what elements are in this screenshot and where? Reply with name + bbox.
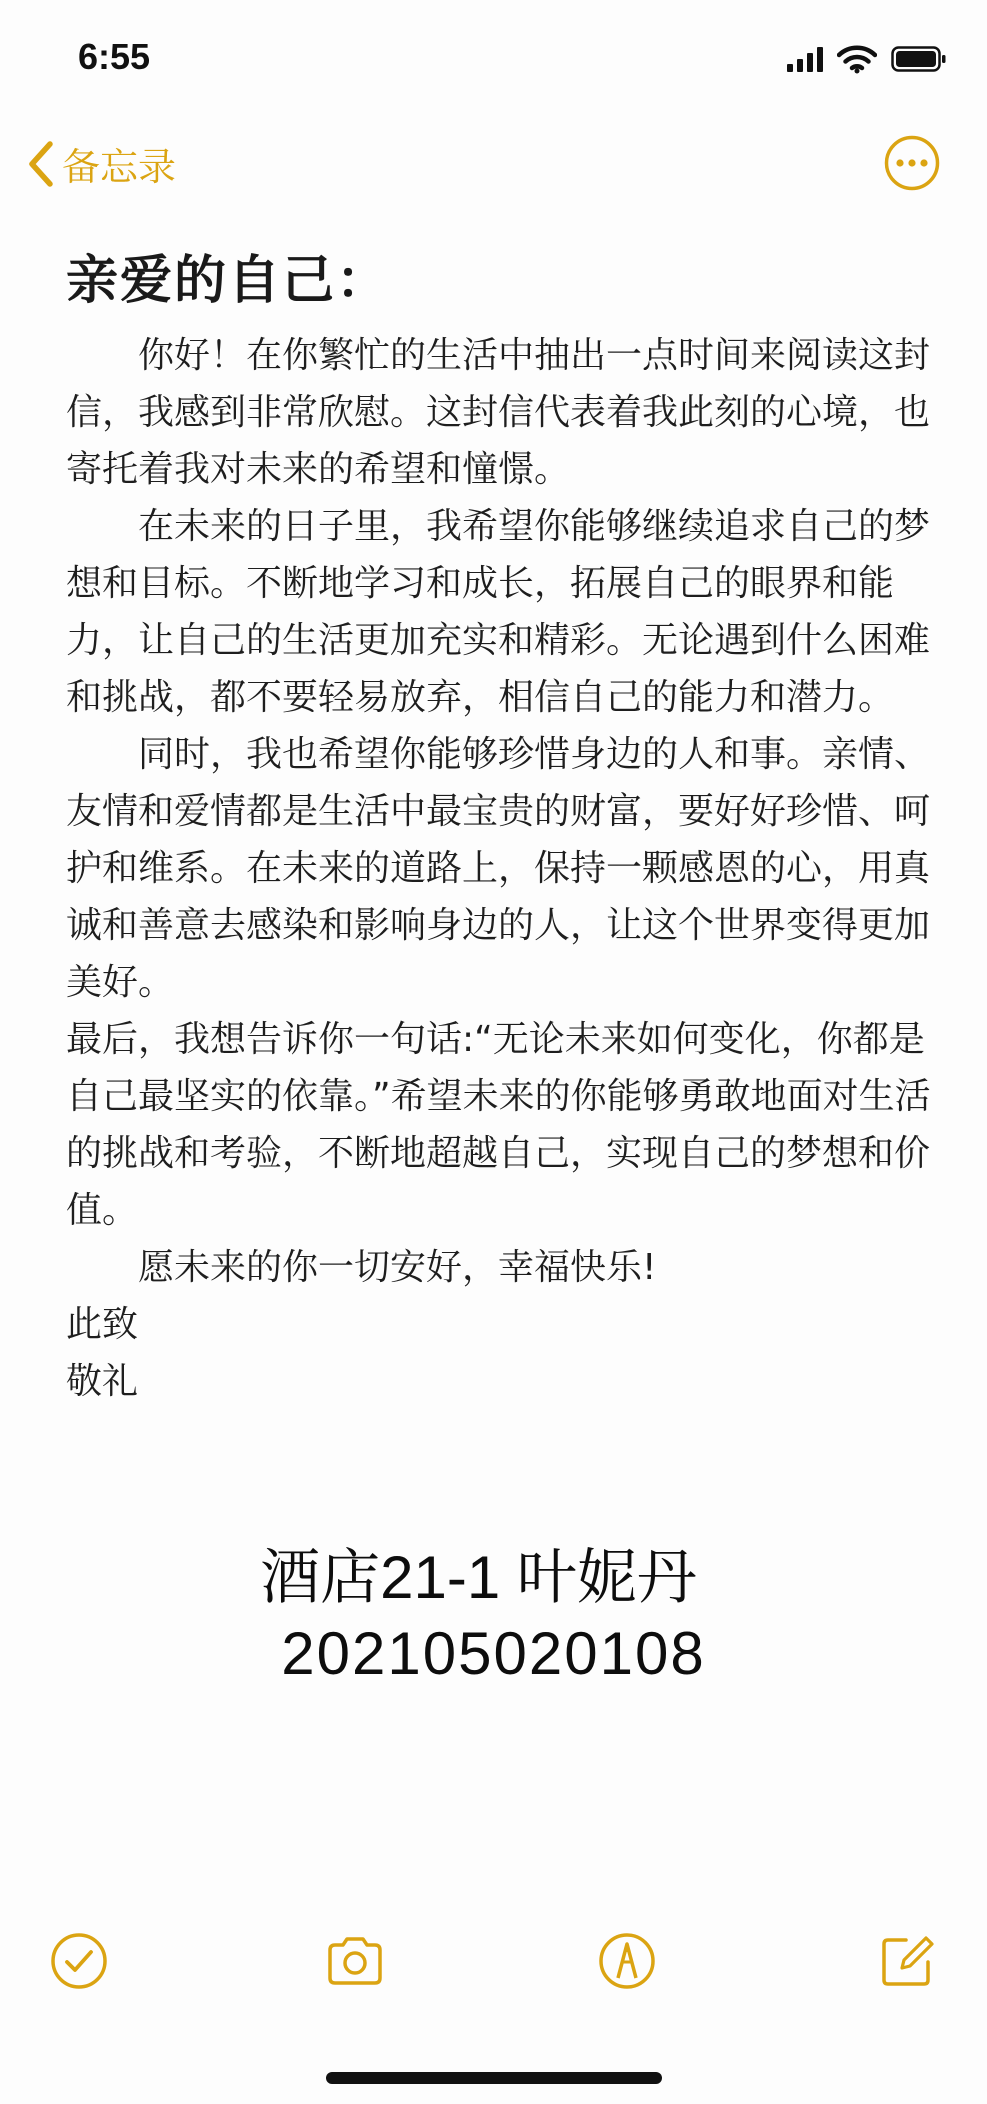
status-bar xyxy=(0,0,987,120)
paragraph-dreams: 在未来的日子里，我希望你能够继续追求自己的梦想和目标。不断地学习和成长，拓展自己的眼界和能力，让自己的生活更加充实和精彩。无论遇到什么困难和挑战，都不要轻易放弃，相信自己的能力和潜力。 xyxy=(66,506,931,718)
markup-pen-icon[interactable] xyxy=(596,1930,658,1992)
closing-line-2: 敬礼 xyxy=(66,1361,139,1402)
wifi-icon xyxy=(837,44,877,74)
note-content[interactable] xyxy=(66,238,946,1410)
status-time: 6:55 xyxy=(78,36,151,77)
note-body xyxy=(66,327,946,1410)
compose-icon[interactable] xyxy=(876,1930,938,1992)
chevron-left-icon xyxy=(26,140,56,188)
camera-icon[interactable] xyxy=(324,1930,386,1992)
back-button-label: 备忘录 xyxy=(62,145,177,189)
signature-student-id: 202105020108 xyxy=(281,1620,706,1687)
signature-block xyxy=(0,1540,987,1692)
battery-icon xyxy=(891,46,947,72)
ellipsis-circle-icon[interactable] xyxy=(883,134,941,192)
paragraph-greeting: 你好！在你繁忙的生活中抽出一点时间来阅读这封信，我感到非常欣慰。这封信代表着我此刻的心境，也寄托着我对未来的希望和憧憬。 xyxy=(66,335,931,490)
checklist-icon[interactable] xyxy=(48,1930,110,1992)
paragraph-wish: 愿未来的你一切安好，幸福快乐! xyxy=(138,1247,657,1288)
signature-name: 酒店21-1 叶妮丹 xyxy=(260,1544,697,1611)
status-icons xyxy=(787,42,947,76)
note-title: 亲爱的自己： xyxy=(66,251,391,311)
cellular-signal-icon xyxy=(787,46,823,72)
paragraph-cherish: 同时，我也希望你能够珍惜身边的人和事。亲情、友情和爱情都是生活中最宝贵的财富，要好好珍惜、呵护和维系。在未来的道路上，保持一颗感恩的心，用真诚和善意去感染和影响身边的人，让这个世界变得更加美好。 xyxy=(66,734,931,1003)
closing-line-1: 此致 xyxy=(66,1304,139,1345)
bottom-toolbar xyxy=(0,1930,987,2010)
home-indicator[interactable] xyxy=(326,2072,662,2084)
paragraph-finally: 最后，我想告诉你一句话:“无论未来如何变化，你都是自己最坚实的依靠。”希望未来的你能够勇敢地面对生活的挑战和考验，不断地超越自己，实现自己的梦想和价值。 xyxy=(66,1019,931,1231)
nav-bar xyxy=(0,128,987,208)
back-button[interactable] xyxy=(26,136,176,191)
